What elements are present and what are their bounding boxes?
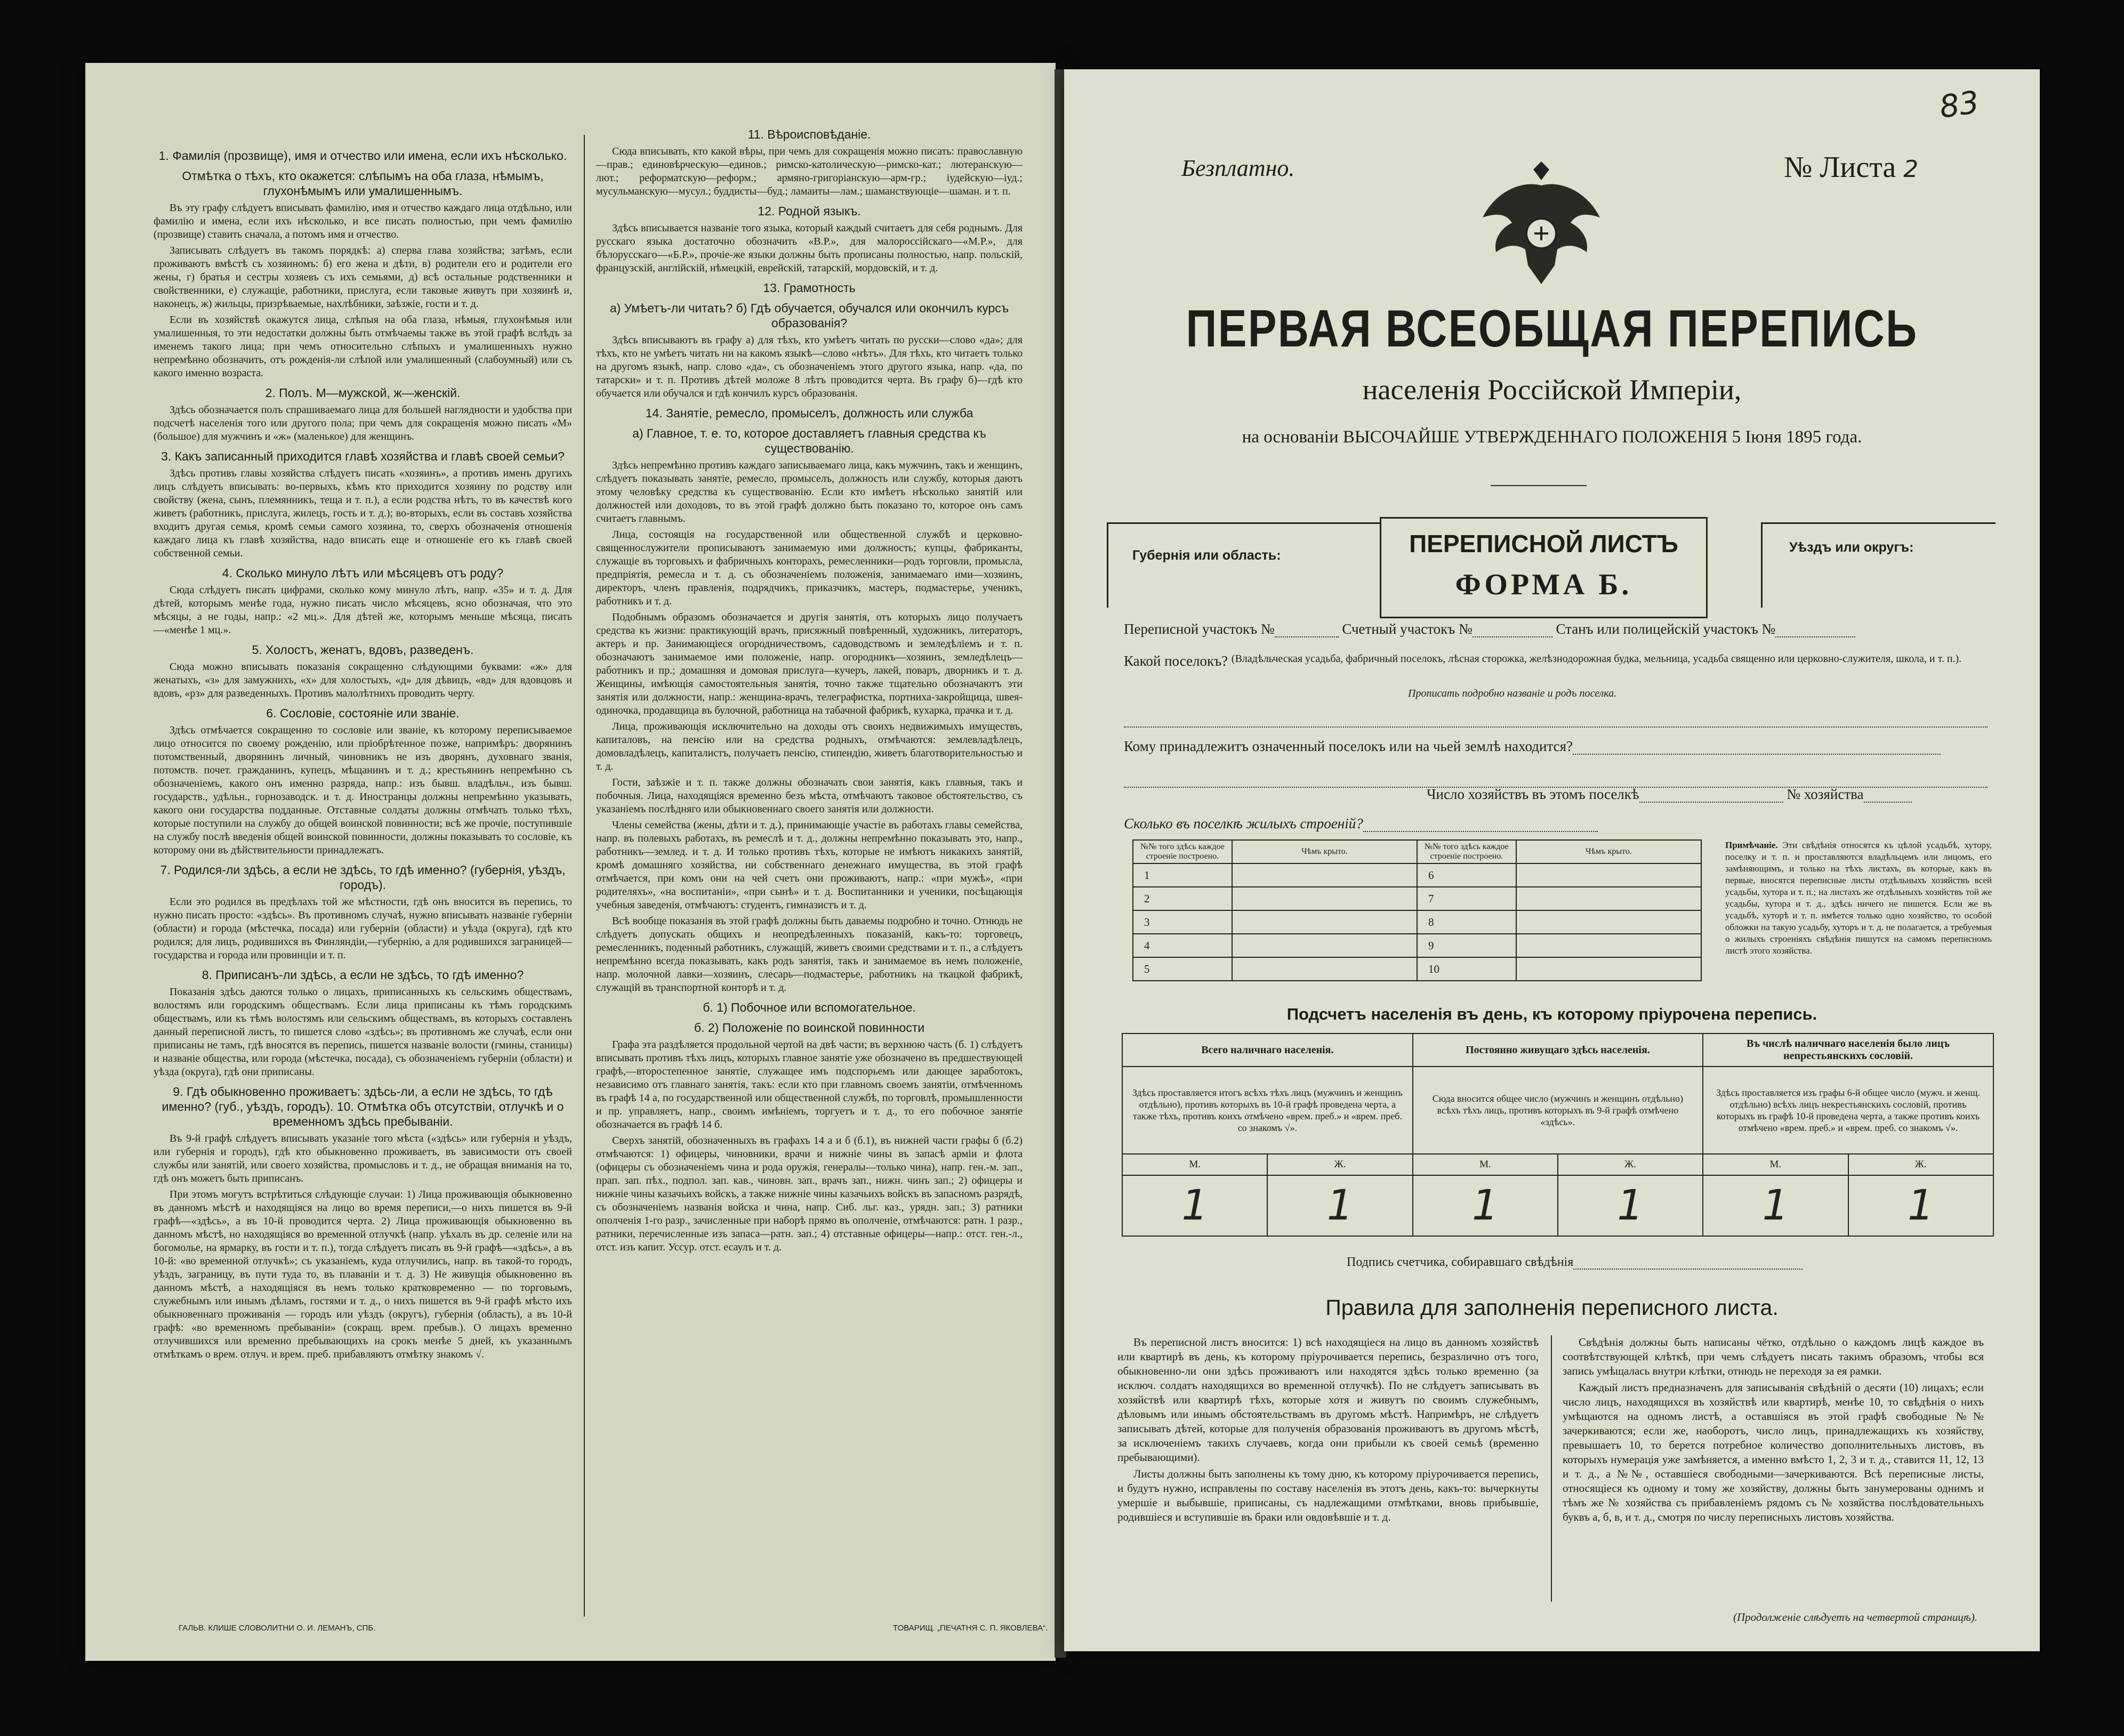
section-heading: 4. Сколько минуло лѣтъ или мѣсяцевъ отъ роду?	[222, 566, 504, 580]
section-heading: а) Главное, т. е. то, которое доставляетъ главныя средства къ существованію.	[632, 426, 986, 455]
rule-paragraph: Свѣдѣнія должны быть написаны чётко, отдѣльно о каждомъ лицѣ каждое въ соотвѣтствующей клѣткѣ, при чемъ слѣдуетъ писать такимъ образомъ, чтобы вся запись умѣщалась внутри клѣтки, отнюдь не переходя за ея рамки.	[1563, 1336, 1984, 1377]
instruction-paragraph: Въ эту графу слѣдуетъ вписывать фамилію, имя и отчество каждаго лица отдѣльно, или фамилію и имена, если ихъ нѣсколько, и все писать полностью, при чемъ фамилію (прозвище) ставить сначала, а потомъ имя и отчество.	[154, 202, 572, 240]
imperial-eagle-emblem	[1475, 159, 1608, 292]
bt-roof-input[interactable]	[1516, 887, 1701, 910]
bt-head-roof-2: Чѣмъ крыто.	[1516, 840, 1701, 863]
buildings-table	[1132, 839, 1702, 981]
instruction-paragraph: Гости, заѣзжіе и т. п. также должны обозначать свои занятія, какъ главныя, такъ и побочныя. Лица, находящіяся временно безъ мѣста, отмѣчаютъ таковое обстоятельство, съ указаніемъ послѣдняго или обыкновеннаго своего занятія или должности.	[596, 777, 1023, 815]
count-title: Подсчетъ населенія въ день, къ которому пріурочена перепись.	[1286, 1005, 1817, 1023]
bt-roof-input[interactable]	[1516, 863, 1701, 887]
note-block	[1725, 839, 1992, 957]
instruction-paragraph: Сюда можно вписывать показанія сокращенно слѣдующими буквами: «ж» для женатыхъ, «з» для замужнихъ, «х» для холостыхъ, «д» для дѣвицъ, «вд» для вдовцовъ и вдовъ, «рз» для разведенныхъ. Противъ малолѣтнихъ проводить черту.	[154, 661, 572, 699]
table-row	[1133, 934, 1701, 957]
note-text: Эти свѣдѣнія относятся къ цѣлой усадьбѣ, хутору, поселку и т. п. и проставляются владѣльцемъ или лицомъ, его замѣняющимъ, и только на тѣхъ листахъ, въ которые, какъ въ первые, вносятся переписные листы отдѣльныхъ хозяйствъ всей усадьбы, хутора и т. п.; на листахъ же отдѣльныхъ хозяйствъ той же усадьбы, хутора и т. д., здѣсь ничего не пишется. Если же въ усадьбѣ, хуторѣ и т. п. имѣется только одно хозяйство, то особой обложки на такую усадьбу, хуторъ и т. д. не полагается, а требуемыя о жилыхъ строеніяхъ свѣдѣнія пишутся на самомъ переписномъ листѣ этого хозяйства.	[1725, 840, 1992, 956]
rule-paragraph: Листы должны быть заполнены къ тому дню, къ которому пріурочивается перепись, и будутъ нужно, исправлены по составу населенія въ этотъ день, какъ-то: вычеркнуты умершіе и выбывшіе, приписаны, съ надлежащими отмѣтками, вновь прибывшіе, родившіеся и вступившіе въ браки или овдовѣвшіе и т. д.	[1117, 1467, 1539, 1523]
buildings-input[interactable]	[1363, 831, 1598, 832]
table-row	[1133, 887, 1701, 910]
bt-num: 9	[1417, 934, 1516, 957]
signature-field	[1347, 1255, 1803, 1270]
bt-head-num-2: №№ того здѣсь каждое строеніе построено.	[1417, 840, 1516, 863]
main-title: ПЕРВАЯ ВСЕОБЩАЯ ПЕРЕПИСЬ	[1186, 299, 1918, 358]
bt-roof-input[interactable]	[1232, 934, 1417, 957]
province-box	[1107, 522, 1380, 608]
section-heading: б. 2) Положеніе по воинской повинности	[694, 1021, 925, 1035]
section-heading: 3. Какъ записанный приходится главѣ хозяйства и главѣ своей семьи?	[161, 449, 565, 463]
settlement-label: Какой поселокъ?	[1124, 653, 1228, 669]
settlement-hint: (Владѣльческая усадьба, фабричный поселокъ, лѣсная сторожка, желѣзнодорожная будка, мельница, усадьба священно или церковно-служителя, школа, и т. п.).	[1231, 653, 1962, 665]
basis-line: на основаніи ВЫСОЧАЙШЕ УТВЕРЖДЕННАГО ПОЛОЖЕНІЯ 5 Іюня 1895 года.	[1242, 427, 1862, 447]
instruction-paragraph: Лица, состоящія на государственной или общественной службѣ и церковно-священнослужители прописываютъ занимаемую ими должность; купцы, фабриканты, служащіе въ торговыхъ и фабричныхъ конторахъ, ремесленники—родъ торговли, промысла, предпріятія, ремесла и т. д. съ обозначеніемъ положенія, занимаемаго ими—хозяинъ, директоръ, членъ правленія, подрядчикъ, приказчикъ, мастеръ, подмастерье, ученикъ, работникъ и т. д.	[596, 529, 1023, 607]
right-page	[1064, 69, 2040, 1651]
bt-num: 5	[1133, 957, 1232, 981]
rules-title: Правила для заполненія переписного листа.	[1325, 1295, 1779, 1320]
count-column-header: Постоянно живущаго здѣсь населенія.	[1413, 1033, 1703, 1067]
instruction-paragraph: Сюда слѣдуетъ писать цифрами, сколько кому минуло лѣтъ, напр. «35» и т. д. Для дѣтей, которымъ менѣе года, нужно писать число мѣсяцевъ, ясно обозначая, что это мѣсяцы, а не годы, напр.: «2 мц.». Для дѣтей же, которымъ меньше мѣсяца, писать—«менѣе 1 мц.».	[154, 584, 572, 636]
district-box	[1761, 522, 1996, 608]
sheet-number-label	[1784, 150, 1918, 184]
buildings-field	[1124, 815, 1598, 832]
section-heading: 7. Родился-ли здѣсь, а если не здѣсь, то гдѣ именно? (губернія, уѣздъ, городъ).	[160, 863, 566, 892]
instruction-paragraph: Въ 9-й графѣ слѣдуетъ вписывать указаніе того мѣста («здѣсь» или губернія и уѣздъ, или губернія и городъ), гдѣ кто обыкновенно проживаетъ, въ зависимости отъ своей службы или занятій, или своего хозяйства, промысловъ и т. д., не обращая вниманія на то, гдѣ онъ можетъ быть приписанъ.	[154, 1133, 572, 1184]
left-text-column-2	[596, 122, 1023, 1257]
bt-head-num-1: №№ того здѣсь каждое строеніе построено.	[1133, 840, 1232, 863]
count-value-cell[interactable]: 1	[1122, 1175, 1267, 1236]
rule-paragraph: Въ переписной листъ вносится: 1) всѣ находящіеся на лицо въ данномъ хозяйствѣ или квартирѣ въ день, къ которому пріурочивается перепись, безразлично отъ того, обыкновенно-ли они здѣсь проживаютъ или находятся здѣсь только временно (за исключ. солдатъ находящихся во временной отлучкѣ). По не слѣдуетъ записывать въ хозяйствѣ или квартирѣ тѣхъ, которые хотя и живутъ по своимъ служебнымъ, дѣловымъ или инымъ обстоятельствамъ въ другомъ мѣстѣ. Напримѣръ, не слѣдуетъ записывать дѣтей, которые для полученія образованія проживаютъ въ другомъ мѣстѣ, за исключеніемъ такихъ случаевъ, когда они прибыли къ своей семьѣ (временно пребывающими).	[1117, 1336, 1539, 1464]
stan-label: Станъ или полицейскій участокъ №	[1556, 621, 1776, 637]
section-heading: б. 1) Побочное или вспомогательное.	[703, 1000, 916, 1014]
subtitle: населенія Россійской Имперіи,	[1362, 374, 1742, 406]
instruction-paragraph: Здѣсь непремѣнно противъ каждаго записываемаго лица, какъ мужчинъ, такъ и женщинъ, слѣдуетъ показывать занятіе, ремесло, промыселъ, должность или службу, которыя даютъ этому человѣку средства къ существованію. Если кто имѣетъ нѣсколько занятій или должностей или доходовъ, то въ этой графѣ должно быть показано то, которое онъ самъ считаетъ главнымъ.	[596, 459, 1023, 524]
section-heading: 11. Вѣроисповѣданіе.	[747, 127, 871, 141]
note-title: Примѣчаніе.	[1725, 840, 1778, 850]
count-column-instructions: Сюда вносится общее число (мужчинъ и женщинъ отдѣльно) всѣхъ тѣхъ лицъ, противъ которыхъ въ 9-й графѣ отмѣчено «здѣсь».	[1413, 1067, 1703, 1154]
section-heading: 2. Полъ. М—мужской, ж—женскій.	[265, 386, 461, 400]
bt-num: 4	[1133, 934, 1232, 957]
households-label: Число хозяйствъ въ этомъ поселкѣ	[1427, 786, 1639, 802]
continued-note: (Продолженіе слѣдуетъ на четвертой страницѣ).	[1733, 1611, 1978, 1624]
form-letter: ФОРМА Б.	[1455, 568, 1632, 601]
rules-right-column	[1563, 1335, 1984, 1527]
bt-roof-input[interactable]	[1232, 887, 1417, 910]
sheet-number-text: № Листа	[1784, 151, 1896, 184]
household-no-label: № хозяйства	[1787, 786, 1864, 802]
female-label: Ж.	[1267, 1154, 1412, 1175]
instruction-paragraph: Лица, проживающія исключительно на доходы отъ своихъ недвижимыхъ имуществъ, капиталовъ, на пенсію или на средства родныхъ, отмѣчаются: землевладѣлецъ, домовладѣлецъ, капиталистъ, получаетъ пенсію, стипендію, живетъ благотворительностью и т. д.	[596, 721, 1023, 772]
instruction-paragraph: Всѣ вообще показанія въ этой графѣ должны быть даваемы подробно и точно. Отнюдь не слѣдуетъ допускать общихъ и неопредѣленныхъ показаній, какъ-то: торговецъ, ремесленникъ, поденный работникъ, служащій, живетъ своими средствами и т. п., а слѣдуетъ непремѣнно всегда показывать, какъ родъ занятія, такъ и занимаемое въ немъ положеніе, напр. молочной лавки—хозяинъ, слесарь—подмастерье, работникъ на ткацкой фабрикѣ, служащій въ транспортной конторѣ и т. д.	[596, 915, 1023, 994]
province-label: Губернія или область:	[1132, 548, 1281, 563]
sheet-number-value: 2	[1903, 156, 1919, 183]
table-row	[1122, 1175, 1993, 1236]
instruction-paragraph: Здѣсь вписываютъ въ графу а) для тѣхъ, кто умѣетъ читать по русски—слово «да»; для тѣхъ, кто не умѣетъ читать ни на какомъ языкѣ—слово «нѣтъ». Для тѣхъ, кто читаетъ только на другомъ языкѣ, напр. слово «да», съ обозначеніемъ этого другого языка, напр. «да, по татарски» и т. п. Противъ дѣтей моложе 8 лѣтъ проводится черта. Въ графу б)—гдѣ кто обучается или обучался и гдѣ кончилъ курсъ образованія.	[596, 334, 1023, 399]
free-label: Безплатно.	[1181, 155, 1295, 181]
bt-head-roof-1: Чѣмъ крыто.	[1232, 840, 1417, 863]
section-heading: 12. Родной языкъ.	[758, 204, 861, 218]
table-row	[1133, 957, 1701, 981]
instruction-paragraph: Здѣсь отмѣчается сокращенно то сословіе или званіе, къ которому переписываемое лицо относится по своему рожденію, или пріобрѣтенное позже, напримѣръ: дворянинъ потомственный, дворянинъ личный, чиновникъ не изъ дворянъ, духовнаго званія, потомств. почет. гражданинъ, купецъ, мѣщанинъ и т. д.; крестьянинъ непремѣнно съ обозначеніемъ, какого онъ именно разряда, напр.: изъ бывш. владѣльч., изъ бывш. государств., удѣльн., горнозаводск. и т. д. Иностранцы должны непремѣнно указывать, какого они государства подданные. Отставные солдаты должны отмѣчать только тѣхъ, которые поступили на службу до общей воинской повинности; всѣ же прочіе, поступившіе на службу послѣ введенія общей воинской повинности, должны показывать то сословіе, къ которому они въ дѣйствительности принадлежатъ.	[154, 724, 572, 856]
settlement-hint2: Прописать подробно названіе и родъ поселка.	[1408, 688, 1617, 699]
title-divider	[1491, 485, 1587, 486]
buildings-label: Сколько въ поселкѣ жилыхъ строеній?	[1124, 815, 1363, 831]
instruction-paragraph: При этомъ могутъ встрѣтиться слѣдующіе случаи: 1) Лица проживающія обыкновенно въ данномъ мѣстѣ и находящіяся на лицо во время переписи,—о нихъ пишется въ 9-й графѣ—«здѣсь», а въ 10-й проводится черта. 2) Лица проживающія обыкновенно въ данномъ мѣстѣ, но находящіяся во временной отлучкѣ (напр. уѣхалъ въ др. селеніе или на богомолье, на ярмарку, въ гости и т. п.), тогда слѣдуетъ писать въ 9-й графѣ—«здѣсь», а въ 10-й: «во временной отлучкѣ»; съ указаніемъ, куда отлучились, напр. въ такой-то городъ, уѣздъ, заграницу, въ пути туда то, въ плаваніи и т. д. 3) Не живущія обыкновенно въ данномъ мѣстѣ, а находящіяся въ немъ только кратковременно — по торговымъ, служебнымъ или инымъ дѣламъ, гостями и т. д., о нихъ пишется въ 9-й графѣ мѣсто ихъ обыкновеннаго проживанія — городъ или уѣздъ (округъ), губернія (область), а въ 10-й графѣ: «во временномъ пребываніи» (сокращ. врем. пребыв.). О лицахъ временно отлучившихся или временно пребывающихъ на срокъ менѣе 5 дней, къ указаннымъ отмѣткамъ о врем. отлуч. и врем. преб. прибавляютъ отмѣтку знакомъ √.	[154, 1189, 572, 1360]
count-column-header: Въ числѣ наличнаго населенія было лицъ непрестьянскихъ сословій.	[1703, 1033, 1993, 1067]
bt-roof-input[interactable]	[1516, 957, 1701, 981]
left-text-column-1	[154, 143, 572, 1364]
signature-label: Подпись счетчика, собиравшаго свѣдѣнія	[1347, 1255, 1574, 1269]
count-value-cell[interactable]: 1	[1558, 1175, 1703, 1236]
settlement-field	[1124, 653, 1989, 669]
instruction-paragraph: Здѣсь противъ главы хозяйства слѣдуетъ писать «хозяинъ», а противъ именъ другихъ лицъ слѣдуетъ вписывать: во-первыхъ, кѣмъ кто приходится хозяину по родству или свойству (жена, сынъ, племянникъ, теща и т. п.), а если родства нѣтъ, то въ качествѣ кого живетъ (работникъ, прислуга, жилецъ, гость и т. д.); во-вторыхъ, если въ составъ хозяйства входитъ другая семья, кромѣ семьи самого хозяина, то, сверхъ обозначенія отношенія каждаго лица къ главѣ хозяйства, надо вписать еще и отношеніе его къ главѣ своей собственной семьи.	[154, 467, 572, 559]
instruction-paragraph: Показанія здѣсь даются только о лицахъ, приписанныхъ къ сельскимъ обществамъ, волостямъ или городскимъ обществамъ. Если лица приписаны къ тѣмъ городскимъ обществамъ, или къ тѣмъ волостямъ или сельскимъ обществамъ, въ которыхъ составленъ данный переписной листъ, то пишется слово «здѣсь»; въ противномъ же случаѣ, если они приписаны не тамъ, гдѣ вносятся въ перепись, пишется названіе волости (гмины, станицы) и названіе общества, или города (мѣстечка, посада), съ обозначеніемъ губерніи (области) и уѣзда (округа), гдѣ они приписаны.	[154, 986, 572, 1078]
rule-paragraph: Каждый листъ предназначенъ для записыванія свѣдѣній о десяти (10) лицахъ; если число лицъ, находящихся въ хозяйствѣ или квартирѣ, менѣе 10, то свѣдѣнія о нихъ умѣщаются на одномъ листѣ, а оставшіяся въ этой графѣ свободные №№ зачеркиваются; если же, наоборотъ, число лицъ, принадлежащихъ къ хозяйству, превышаетъ 10, то берется потребное количество дополнительныхъ листовъ, въ которыхъ нумерація уже замѣняется, а именно вмѣсто 1, 2, 3 и т. д., ставится 11, 12, 13 и т. д., а №№, оставшіеся свободными—зачеркиваются. Всѣ переписные листы, относящіеся къ одному и тому же хозяйству, должны быть занумерованы однимъ и тѣмъ же № хозяйства съ прибавленіемъ рядомъ съ № хозяйства послѣдовательныхъ буквъ а, б, в, и т. д., смотря по числу переписныхъ листовъ хозяйства.	[1563, 1381, 1984, 1523]
printer-credit-right: ТОВАРИЩ. „ПЕЧАТНЯ С. П. ЯКОВЛЕВА“.	[893, 1624, 1048, 1633]
instruction-paragraph: Записывать слѣдуетъ въ такомъ порядкѣ: а) сперва глава хозяйства; затѣмъ, если проживаютъ вмѣстѣ съ хозяиномъ: б) его жена и дѣти, в) родители его и родители его жены, г) братья и сестры хозяевъ съ ихъ семьями, д) всѣ остальные родственники и свойственники, е) служащіе, работники, прислуга, если таковые живутъ при хозяинѣ и, наконецъ, ж) жильцы, призрѣваемые, нахлѣбники, заѣзжіе, гости и т. д.	[154, 245, 572, 310]
bt-num: 10	[1417, 957, 1516, 981]
table-row	[1133, 910, 1701, 934]
section-heading: Отмѣтка о тѣхъ, кто окажется: слѣпымъ на оба глаза, нѣмымъ, глухонѣмымъ или умалишеннымъ.	[182, 169, 544, 198]
section-heading: 6. Сословіе, состояніе или званіе.	[266, 706, 460, 720]
table-row	[1133, 863, 1701, 887]
male-label: М.	[1413, 1154, 1558, 1175]
uchastok-input[interactable]	[1275, 636, 1339, 637]
households-field	[1427, 786, 1912, 803]
uchastok-label: Переписной участокъ №	[1124, 621, 1275, 637]
owner-input[interactable]	[1573, 754, 1941, 755]
bt-num: 1	[1133, 863, 1232, 887]
settlement-input-line[interactable]	[1124, 726, 1988, 728]
bt-num: 6	[1417, 863, 1516, 887]
table-row	[1122, 1067, 1993, 1154]
instruction-paragraph: Если это родился въ предѣлахъ той же мѣстности, гдѣ онъ вносится въ перепись, то нужно писать просто: «здѣсь». Въ противномъ случаѣ, нужно вписывать названіе губерніи (области) и города (мѣстечка, посада) или губерніи (области) и уѣзда (округа), гдѣ кто родился; для лицъ, родившихся въ Финляндіи,—губернію, а для родившихся заграницей—государства и города или провинціи и т. п.	[154, 896, 572, 961]
table-row	[1122, 1154, 1993, 1175]
district-label: Уѣздъ или округъ:	[1789, 540, 1914, 555]
instruction-paragraph: Сверхъ занятій, обозначенныхъ въ графахъ 14 а и б (б.1), въ нижней части графы б (б.2) отмѣчаются: 1) офицеры, чиновники, врачи и нижніе чины въ запасѣ арміи и флота (офицеры съ обозначеніемъ чина и рода оружія, генералы—только чина), напр. ген.-м. зап., прап. зап. пѣх., подпол. зап. кав., чиновн. зап., врачъ зап., нижн. чинъ зап.; 2) офицеры и нижніе чины казачьихъ войскъ, а также нижніе чины казачьихъ войскъ въ запасномъ разрядѣ, съ обозначеніемъ названія войска и чина, напр. Сиб. льг. каз., урядн. зап.; 3) ратники ополченія 1-го разр., зачисленные при наборѣ прямо въ ополченіе, отмѣчаются: ратн. 1 разр., ратники, перечисленные изъ запаса—ратн. зап.; 4) отставные офицеры—напр.: отст. ген.-л., отст. изъ капит. Уссур. отст. есаулъ и т. д.	[596, 1135, 1023, 1253]
count-value-cell[interactable]: 1	[1413, 1175, 1558, 1236]
section-heading: 14. Занятіе, ремесло, промыселъ, должность или служба	[645, 406, 973, 420]
bt-num: 2	[1133, 887, 1232, 910]
signature-input[interactable]	[1573, 1269, 1803, 1270]
bt-roof-input[interactable]	[1232, 910, 1417, 934]
column-divider	[584, 135, 585, 1617]
section-heading: 1. Фамилія (прозвище), имя и отчество или имена, если ихъ нѣсколько.	[158, 149, 567, 163]
bt-num: 3	[1133, 910, 1232, 934]
section-heading: 13. Грамотность	[763, 281, 856, 295]
printer-credit-left: ГАЛЬВ. КЛИШЕ СЛОВОЛИТНИ О. И. ЛЕМАНЪ, СПБ.	[179, 1624, 376, 1633]
stan-input[interactable]	[1775, 636, 1855, 637]
instruction-paragraph: Графа эта раздѣляется продольной чертой на двѣ части; въ верхнюю часть (б. 1) слѣдуетъ вписывать противъ тѣхъ лицъ, которыхъ главное занятіе уже обозначено въ предшествующей графѣ,—второстепенное занятіе, служащее имъ подспорьемъ или дающее заработокъ, независимо отъ главнаго занятія, такъ: если кто при главномъ своемъ занятіи, отмѣченномъ въ графѣ 14 а, по государственной или общественной службѣ, по торговлѣ, промышленности и пр. управляетъ, напр., своимъ имѣніемъ, торгуетъ и т. д., то его побочное занятіе обозначается въ графѣ 14 б.	[596, 1039, 1023, 1131]
count-column-instructions: Здѣсь проставляется изъ графы 6-й общее число (мужч. и женщ. отдѣльно) всѣхъ лицъ некрестьянскихъ сословій, противъ которыхъ въ графѣ 10-й проведена черта, а также противъ коихъ отмѣчено «врем. преб.» и «врем. преб. со знакомъ √».	[1703, 1067, 1993, 1154]
population-count-table	[1122, 1033, 1994, 1237]
female-label: Ж.	[1848, 1154, 1993, 1175]
rules-divider	[1551, 1335, 1552, 1602]
form-title: ПЕРЕПИСНОЙ ЛИСТЪ	[1409, 530, 1678, 558]
bt-roof-input[interactable]	[1516, 934, 1701, 957]
count-value-cell[interactable]: 1	[1267, 1175, 1412, 1236]
bt-num: 7	[1417, 887, 1516, 910]
schetny-input[interactable]	[1473, 636, 1552, 637]
male-label: М.	[1122, 1154, 1267, 1175]
instruction-paragraph: Сюда вписывать, кто какой вѣры, при чемъ для сокращенія можно писать: православную—прав.; единовѣрческую—единов.; римско-католическую—римско-кат.; лютеранскую—лют.; реформатскую—реформ.; армяно-григоріанскую—арм-гр.; іудейскую—іуд.; мусульманскую—мусул.; буддисты—буд.; ламаиты—лам.; шаманствующіе—шаман. и т. п.	[596, 146, 1023, 197]
table-row	[1122, 1033, 1993, 1067]
bt-roof-input[interactable]	[1516, 910, 1701, 934]
count-column-header: Всего наличнаго населенія.	[1122, 1033, 1413, 1067]
female-label: Ж.	[1558, 1154, 1703, 1175]
section-heading: 5. Холостъ, женатъ, вдовъ, разведенъ.	[252, 643, 474, 657]
section-heading: 9. Гдѣ обыкновенно проживаетъ: здѣсь-ли, а если не здѣсь, то гдѣ именно? (губ., уѣздъ, городъ). 10. Отмѣтка объ отсутствіи, отлучкѣ и о временномъ здѣсь пребываніи.	[162, 1085, 564, 1128]
owner-label: Кому принадлежитъ означенный поселокъ или на чьей землѣ находится?	[1124, 738, 1573, 754]
count-column-instructions: Здѣсь проставляется итогъ всѣхъ тѣхъ лицъ (мужчинъ и женщинъ отдѣльно), противъ которыхъ въ 10-й графѣ проведена черта, а также тѣхъ, противъ коихъ отмѣчено «врем. преб.» и «врем. преб. со знакомъ √».	[1122, 1067, 1413, 1154]
instruction-paragraph: Члены семейства (жены, дѣти и т. д.), принимающіе участіе въ работахъ главы семейства, напр. въ полевыхъ работахъ, въ ремеслѣ и т. д., должны непремѣнно показывать это, напр., работникъ—землед. и т. д. И только противъ тѣхъ, которые не имѣютъ никакихъ занятій, кромѣ домашняго хозяйства, ни собственнаго денежнаго имущества, въ этой графѣ отмѣчается, при комъ они на чей счетъ они проживаютъ, напр.: «при мужѣ», «при родителяхъ», «на воспитаніи», «при сынѣ» и т. д. Воспитанники и ученики, посѣщающія учебныя заведенія, отмѣчаютъ: студентъ, гимназистъ и т. д.	[596, 819, 1023, 911]
households-input[interactable]	[1639, 802, 1783, 803]
instruction-paragraph: Подобнымъ образомъ обозначается и другія занятія, отъ которыхъ лицо получаетъ средства къ жизни: практикующій врачъ, присяжный повѣренный, художникъ, литераторъ, актеръ и пр. Занимающіеся огородничествомъ, садоводствомъ и земледѣліемъ и т. п. обозначаютъ занимаемое ими положеніе, напр. огородникъ—хозяинъ, земледѣлецъ—работникъ и пр.; домашняя и домовая прислуга—кучеръ, лакей, поваръ, дворникъ и т. д. Женщины, имѣющія самостоятельныя занятія, точно также тщательно обозначаютъ эти занятія или должности, напр.: женщина-врачъ, телеграфистка, портниха-закройщица, швея-одиночка, продавщица въ булочной, работница на табачной фабрикѣ, кухарка, прачка и т. д.	[596, 611, 1023, 716]
instruction-paragraph: Здѣсь обозначается полъ спрашиваемаго лица для большей наглядности и удобства при подсчетѣ населенія того или другого пола; при чемъ для сокращенія можно писать «М» (большое) для мужчинъ и «ж» (маленькое) для женщинъ.	[154, 404, 572, 442]
instruction-paragraph: Здѣсь вписывается названіе того языка, который каждый считаетъ для себя роднымъ. Для русскаго языка достаточно обозначить «В.Р.», для малороссійскаго—«М.Р.», для бѣлорусскаго—«Б.Р.», прочіе-же языки должны быть прописаны полностью, напр. польскій, французскій, англійскій, нѣмецкій, еврейскій, татарскій, мордовскій, и т. д.	[596, 222, 1023, 274]
instruction-paragraph: Если въ хозяйствѣ окажутся лица, слѣпыя на оба глаза, нѣмыя, глухонѣмыя или умалишенныя, то эти недостатки должны быть отмѣчаемы также въ этой графѣ вслѣдъ за именемъ такого лица; при чемъ относительно слѣпыхъ и умалишенныхъ нужно непремѣнно обозначить, отъ рожденія-ли слѣпой или умалишенный (слабоумный) или съ какого именно возраста.	[154, 314, 572, 379]
owner-field	[1124, 738, 1941, 755]
bt-roof-input[interactable]	[1232, 863, 1417, 887]
schetny-label: Счетный участокъ №	[1342, 621, 1473, 637]
census-area-fields	[1124, 621, 1855, 637]
count-value-cell[interactable]: 1	[1848, 1175, 1993, 1236]
section-heading: а) Умѣетъ-ли читать? б) Гдѣ обучается, обучался или окончилъ курсъ образованія?	[609, 301, 1009, 330]
section-heading: 8. Приписанъ-ли здѣсь, а если не здѣсь, то гдѣ именно?	[202, 968, 524, 982]
archive-number: 83	[1937, 84, 1982, 125]
bt-num: 8	[1417, 910, 1516, 934]
left-page	[85, 63, 1056, 1661]
household-no-input[interactable]	[1864, 802, 1912, 803]
count-value-cell[interactable]: 1	[1703, 1175, 1848, 1236]
rules-left-column	[1117, 1335, 1539, 1527]
form-title-box	[1380, 517, 1708, 618]
bt-roof-input[interactable]	[1232, 957, 1417, 981]
male-label: М.	[1703, 1154, 1848, 1175]
